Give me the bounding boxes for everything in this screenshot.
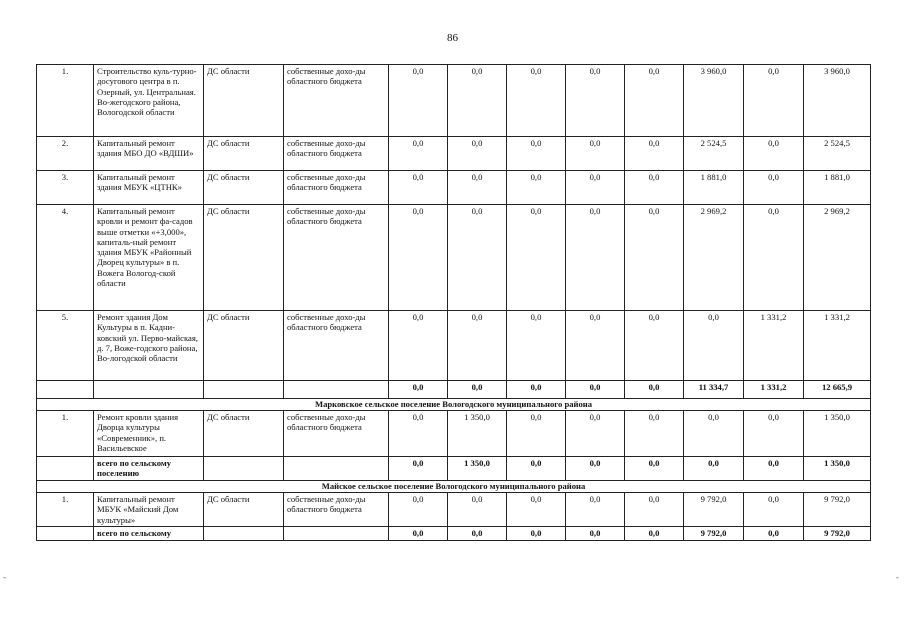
funding-source: собственные дохо-ды областного бюджета	[284, 171, 389, 205]
row-index: 5.	[37, 311, 94, 381]
value-cell: 3 960,0	[684, 65, 744, 137]
section-header-row	[37, 399, 871, 411]
row-index: 3.	[37, 171, 94, 205]
value-cell: 0,0	[448, 205, 507, 311]
empty-cell	[284, 457, 389, 481]
empty-cell	[284, 527, 389, 541]
value-cell: 0,0	[744, 493, 804, 527]
object-name: Ремонт кровли здания Дворца культуры «Современник», п. Васильевское	[94, 411, 204, 457]
total-row	[37, 527, 871, 541]
value-cell: 0,0	[566, 493, 625, 527]
value-cell: 0,0	[389, 65, 448, 137]
row-index: 1.	[37, 493, 94, 527]
funding-source: собственные дохо-ды областного бюджета	[284, 137, 389, 171]
section-header-row	[37, 481, 871, 493]
total-row	[37, 457, 871, 481]
table-row	[37, 493, 871, 527]
value-cell: 0,0	[684, 311, 744, 381]
value-cell: 0,0	[744, 205, 804, 311]
object-name: Ремонт здания Дом Культуры в п. Кадни-ковский ул. Перво-майская, д. 7, Воже-годского района, Во-логодской области	[94, 311, 204, 381]
value-cell: 0,0	[566, 205, 625, 311]
recipient: ДС области	[204, 65, 284, 137]
value-cell: 1 331,2	[804, 311, 871, 381]
value-cell: 0,0	[507, 205, 566, 311]
total-cell: 1 350,0	[448, 457, 507, 481]
recipient: ДС области	[204, 493, 284, 527]
object-name: Капитальный ремонт кровли и ремонт фа-садов выше отметки «+3,000», капиталь-ный ремонт здания МБУК «Районный Дворец культуры» в п. Вожега Вологод-ской области	[94, 205, 204, 311]
value-cell: 0,0	[448, 311, 507, 381]
value-cell: 0,0	[625, 205, 684, 311]
value-cell: 0,0	[744, 137, 804, 171]
value-cell: 2 524,5	[804, 137, 871, 171]
value-cell: 0,0	[744, 411, 804, 457]
value-cell: 0,0	[507, 65, 566, 137]
recipient: ДС области	[204, 137, 284, 171]
recipient: ДС области	[204, 311, 284, 381]
total-cell: 0,0	[507, 527, 566, 541]
value-cell: 0,0	[625, 171, 684, 205]
total-cell: 0,0	[566, 527, 625, 541]
total-cell: 0,0	[448, 381, 507, 399]
value-cell: 1 350,0	[448, 411, 507, 457]
value-cell: 0,0	[448, 171, 507, 205]
total-cell: 12 665,9	[804, 381, 871, 399]
total-cell: 0,0	[389, 527, 448, 541]
table-row	[37, 65, 871, 137]
value-cell: 9 792,0	[804, 493, 871, 527]
value-cell: 0,0	[507, 171, 566, 205]
value-cell: 0,0	[625, 137, 684, 171]
value-cell: 3 960,0	[804, 65, 871, 137]
table-row	[37, 171, 871, 205]
funding-source: собственные дохо-ды областного бюджета	[284, 493, 389, 527]
total-label: всего по сельскому	[94, 527, 204, 541]
page-number: 86	[447, 32, 458, 44]
empty-cell	[204, 527, 284, 541]
total-cell: 0,0	[566, 457, 625, 481]
total-label: всего по сельскому поселению	[94, 457, 204, 481]
total-cell: 9 792,0	[804, 527, 871, 541]
row-index: 2.	[37, 137, 94, 171]
scan-mark: -	[896, 572, 899, 582]
budget-table	[36, 64, 871, 541]
empty-cell	[37, 457, 94, 481]
value-cell: 0,0	[684, 411, 744, 457]
value-cell: 0,0	[507, 411, 566, 457]
total-cell: 0,0	[744, 457, 804, 481]
row-index: 1.	[37, 411, 94, 457]
value-cell: 0,0	[448, 65, 507, 137]
total-cell: 0,0	[625, 527, 684, 541]
value-cell: 2 969,2	[804, 205, 871, 311]
total-cell: 0,0	[389, 457, 448, 481]
total-cell: 1 350,0	[804, 457, 871, 481]
value-cell: 1 881,0	[684, 171, 744, 205]
row-index: 4.	[37, 205, 94, 311]
value-cell: 0,0	[389, 171, 448, 205]
value-cell: 0,0	[625, 411, 684, 457]
value-cell: 2 524,5	[684, 137, 744, 171]
value-cell: 1 881,0	[804, 171, 871, 205]
value-cell: 0,0	[507, 311, 566, 381]
value-cell: 0,0	[389, 411, 448, 457]
value-cell: 9 792,0	[684, 493, 744, 527]
value-cell: 0,0	[566, 411, 625, 457]
value-cell: 0,0	[566, 137, 625, 171]
total-cell: 0,0	[389, 381, 448, 399]
value-cell: 0,0	[566, 311, 625, 381]
recipient: ДС области	[204, 171, 284, 205]
value-cell: 0,0	[744, 171, 804, 205]
table-row	[37, 311, 871, 381]
row-index: 1.	[37, 65, 94, 137]
total-cell: 9 792,0	[684, 527, 744, 541]
total-row	[37, 381, 871, 399]
scan-mark: -	[3, 572, 6, 582]
value-cell: 0,0	[389, 311, 448, 381]
empty-cell	[204, 381, 284, 399]
value-cell: 0,0	[448, 137, 507, 171]
total-cell: 0,0	[448, 527, 507, 541]
total-cell: 11 334,7	[684, 381, 744, 399]
object-name: Капитальный ремонт здания МБУК «ЦТНК»	[94, 171, 204, 205]
value-cell: 0,0	[507, 493, 566, 527]
total-cell: 1 331,2	[744, 381, 804, 399]
total-cell: 0,0	[625, 381, 684, 399]
total-cell: 0,0	[566, 381, 625, 399]
empty-cell	[204, 457, 284, 481]
value-cell: 2 969,2	[684, 205, 744, 311]
empty-cell	[94, 381, 204, 399]
funding-source: собственные дохо-ды областного бюджета	[284, 311, 389, 381]
value-cell: 0,0	[744, 65, 804, 137]
object-name: Капитальный ремонт здания МБО ДО «ВДШИ»	[94, 137, 204, 171]
empty-cell	[37, 527, 94, 541]
table-row	[37, 205, 871, 311]
value-cell: 0,0	[566, 171, 625, 205]
value-cell: 1 331,2	[744, 311, 804, 381]
empty-cell	[284, 381, 389, 399]
object-name: Строительство куль-турно-досугового центра в п. Озерный, ул. Центральная. Во-жегодского района, Вологодской области	[94, 65, 204, 137]
section-title: Марковское сельское поселение Вологодского муниципального района	[37, 399, 871, 411]
value-cell: 0,0	[566, 65, 625, 137]
value-cell: 0,0	[389, 493, 448, 527]
value-cell: 0,0	[389, 137, 448, 171]
value-cell: 0,0	[625, 65, 684, 137]
value-cell: 0,0	[389, 205, 448, 311]
section-title: Майское сельское поселение Вологодского муниципального района	[37, 481, 871, 493]
table-row	[37, 411, 871, 457]
value-cell: 1 350,0	[804, 411, 871, 457]
funding-source: собственные дохо-ды областного бюджета	[284, 65, 389, 137]
empty-cell	[37, 381, 94, 399]
total-cell: 0,0	[684, 457, 744, 481]
value-cell: 0,0	[625, 493, 684, 527]
value-cell: 0,0	[507, 137, 566, 171]
recipient: ДС области	[204, 205, 284, 311]
object-name: Капитальный ремонт МБУК «Майский Дом культуры»	[94, 493, 204, 527]
funding-source: собственные дохо-ды областного бюджета	[284, 205, 389, 311]
value-cell: 0,0	[448, 493, 507, 527]
value-cell: 0,0	[625, 311, 684, 381]
table-row	[37, 137, 871, 171]
funding-source: собственные дохо-ды областного бюджета	[284, 411, 389, 457]
recipient: ДС области	[204, 411, 284, 457]
total-cell: 0,0	[744, 527, 804, 541]
total-cell: 0,0	[507, 457, 566, 481]
total-cell: 0,0	[507, 381, 566, 399]
total-cell: 0,0	[625, 457, 684, 481]
